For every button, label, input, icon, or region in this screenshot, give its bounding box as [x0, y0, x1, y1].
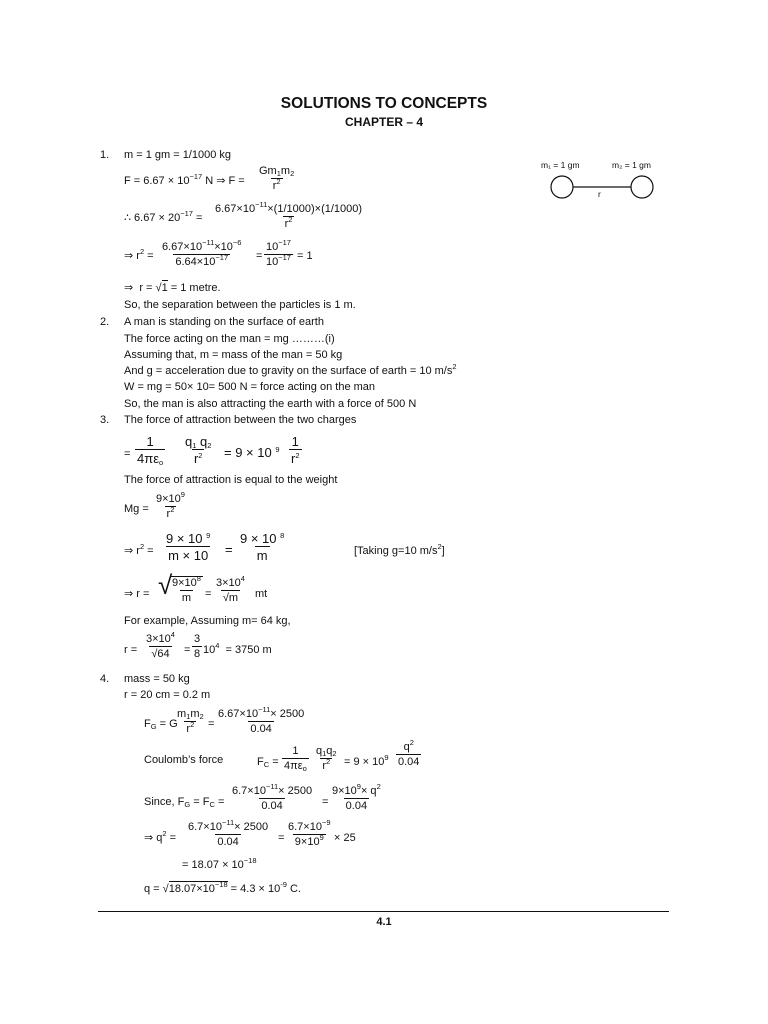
p3-mg-frac: $\frac{9\times 10^9}{r^2}$ — [156, 490, 185, 520]
page-title: SOLUTIONS TO CONCEPTS — [280, 95, 488, 112]
p3-coulomb-frac1: 1 $4\pi\varepsilon_o$ — [137, 434, 164, 467]
p1-eq3-lhs: ⇒ $r^2$ = — [124, 247, 154, 262]
p2-line4: And g = acceleration due to gravity on the surface of earth = 10 $m/s^2$ — [124, 362, 457, 377]
p1-conclusion: So, the separation between the particles is 1 m. — [124, 299, 356, 311]
page-number: 4.1 — [376, 916, 392, 928]
p3-mg-lhs: Mg = — [124, 503, 149, 515]
p3-r-frac1: $\frac{9\times 10^8}{m}$ — [172, 574, 201, 604]
p2-line1: A man is standing on the surface of earth — [124, 316, 324, 328]
p1-eq3-result: = 1 — [297, 250, 313, 262]
p4-fg-eq: = — [208, 718, 215, 730]
p1-eq2-frac: $\frac{6.67\times 10^{-11}\times(1/1000)\times(1/1000)}{r^2}$ — [215, 200, 363, 230]
p4-q2-frac2: $\frac{6.7\times 10^{-9}}{9\times 10^9}$ — [288, 818, 331, 848]
p1-root: ⇒ r = √1 = 1 metre. — [124, 282, 221, 294]
problem-number: 1. — [100, 149, 110, 161]
p1-eq3-frac2: $\frac{10^{-17}}{10^{-17}}$ — [266, 238, 291, 268]
mass-label-2: m₂ = 1 gm — [612, 160, 651, 170]
p3-taking-text: [Taking g=10 m/s — [354, 545, 438, 557]
p3-coulomb-frac2: $\frac{q_1 q_2}{r^2}$ — [185, 434, 212, 466]
p4-fc-frac3: $\frac{q^2}{0.04}$ — [398, 738, 420, 768]
p2-line3: Assuming that, m = mass of the man = 50 kg — [124, 349, 343, 361]
p2-line2: The force acting on the man = mg ………(i) — [124, 333, 335, 345]
p3-example-result: $10^4 = 3750$ m — [203, 641, 272, 656]
p4-distance: r = 20 cm = 0.2 m — [124, 689, 211, 701]
p3-r2-frac2: $\frac{9 \times 10 ^8}{m}$ — [240, 531, 285, 563]
problem-number: 2. — [100, 316, 110, 328]
p4-fc-lhs: $F_C$ = — [257, 756, 279, 769]
p4-q2-result: = $18.07 \times 10^{-18}$ — [182, 856, 257, 871]
p3-r2-frac1: $\frac{9 \times 10 ^9}{m \times 10}$ — [166, 531, 211, 563]
p1-eq3-eq: = — [256, 250, 263, 262]
p3-example-lhs: r = — [124, 644, 138, 656]
p3-line1: The force of attraction between the two charges — [124, 414, 357, 426]
p3-line2: The force of attraction is equal to the weight — [124, 474, 338, 486]
p4-mass: mass = 50 kg — [124, 673, 190, 685]
p4-q2-eq: = — [278, 832, 285, 844]
p3-r-frac2: $\frac{3\times 10^4}{√m}$ — [216, 574, 245, 604]
p1-given: m = 1 gm = 1/1000 kg — [124, 149, 232, 161]
mass-label-1: m₁ = 1 gm — [541, 160, 580, 170]
p3-coulomb-frac3: $\frac{1}{r^2}$ — [291, 434, 300, 466]
p4-since-eq: = — [322, 796, 329, 808]
chapter-heading: CHAPTER – 4 — [344, 115, 424, 129]
p3-taking-note: [Taking g=10 $m/s^2$] — [354, 542, 445, 557]
p4-q2-frac1: $\frac{6.7\times 10^{-11}\times 2500}{0.04}$ — [188, 818, 269, 848]
p3-r-lhs: ⇒ r = — [124, 588, 150, 600]
p1-force-frac: $\frac{Gm_1m_2}{r^2}$ — [259, 165, 295, 192]
p3-r-unit: mt — [255, 588, 268, 600]
p4-fc-frac2: $\frac{q_1q_2}{r^2}$ — [316, 745, 337, 772]
p4-fg-frac2: $\frac{6.67\times 10^{-11}\times 2500}{0.04}$ — [218, 705, 305, 735]
p3-example-frac2: $\frac{3}{8}$ — [194, 633, 201, 660]
problem-number: 3. — [100, 414, 110, 426]
p2-line5: W = mg = 50× 10= 500 N = force acting on the man — [124, 381, 376, 393]
p3-r-eq: = — [205, 588, 212, 600]
p4-fc-frac1: 1 $4\pi\varepsilon_o$ — [284, 745, 307, 773]
p3-example: For example, Assuming m= 64 kg, — [124, 615, 291, 627]
p4-coulomb-label: Coulomb’s force — [144, 754, 224, 766]
p4-q2-mult: × 25 — [334, 832, 356, 844]
p4-since-lhs: Since, $F_G = F_C$ = — [144, 796, 225, 809]
p1-eq3-frac1: $\frac{6.67\times 10^{-11}\times 10^{-6}}{6.64\times 10^{-17}}$ — [162, 238, 242, 268]
p3-example-frac1: $\frac{3\times 10^4}{√64}$ — [146, 630, 175, 660]
p4-fc-rhs: = $9 \times 10^9$ — [344, 753, 389, 768]
p2-line4-text: And g = acceleration due to gravity on the surface of earth = 10 m/s — [124, 365, 453, 377]
p4-q2-lhs: ⇒ $q^2$ = — [144, 829, 177, 844]
p3-coulomb-eq-sign: = — [124, 448, 131, 460]
p4-fg-lhs: $F_G = G$ — [144, 718, 178, 731]
p3-r2-lhs: ⇒ $r^2$ = — [124, 542, 154, 557]
p3-example-eq: = — [184, 644, 191, 656]
p1-force-eq: $F = 6.67 \times 10^{-17}$ N ⇒ F = — [124, 172, 245, 187]
particle-1 — [551, 176, 573, 198]
particle-2 — [631, 176, 653, 198]
p2-line6: So, the man is also attracting the earth with a force of 500 N — [124, 398, 417, 410]
p1-eq2-lhs: ∴ $6.67 \times 20^{-17}$ = — [124, 209, 203, 224]
separation-label: r — [598, 189, 601, 199]
p3-coulomb-eq-rhs: = 9 × 10 $^9$ — [224, 445, 280, 460]
p4-q-result: $q = √18.07\times 10^{-18} = 4.3 \times 10^{-9}$ C. — [144, 880, 301, 895]
p3-r2-eq: = — [225, 542, 233, 557]
problem-number: 4. — [100, 673, 110, 685]
p4-since-frac1: $\frac{6.7\times 10^{-11}\times 2500}{0.04}$ — [232, 782, 313, 812]
p4-fg-frac1: $\frac{m_1m_2}{r^2}$ — [177, 708, 204, 735]
p4-since-frac2: $\frac{9\times 10^9\times q^2}{0.04}$ — [332, 782, 381, 812]
p3-r-sqrt-sign: √ — [158, 570, 173, 600]
footer-rule — [98, 911, 669, 912]
